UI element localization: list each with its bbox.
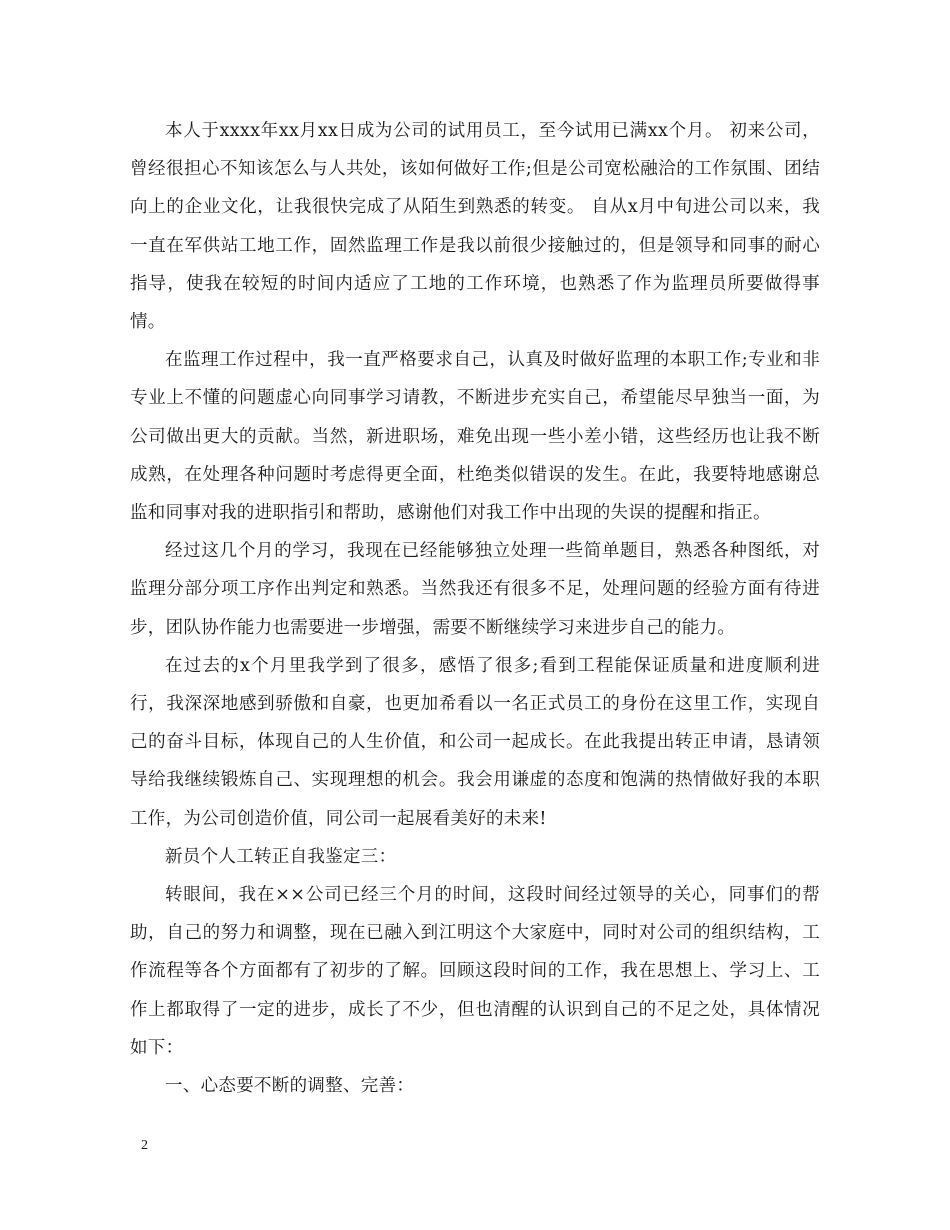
paragraph-2: 在监理工作过程中，我一直严格要求自己，认真及时做好监理的本职工作;专业和非专业上不懂的问题虚心向同事学习请教，不断进步充实自己，希望能尽早独当一面，为公司做出更大的贡献。当然，新进职场，难免出现一些小差小错，这些经历也让我不断成熟，在处理各种问题时考虑得更全面，杜绝类似错误的发生。在此，我要特地感谢总监和同事对我的进职指引和帮助，感谢他们对我工作中出现的失误的提醒和指正。 <box>130 350 820 524</box>
paragraph-5: 转眼间，我在××公司已经三个月的时间，这段时间经过领导的关心，同事们的帮助，自己的努力和调整，现在已融入到江明这个大家庭中，同时对公司的组织结构，工作流程等各个方面都有了初步的了解。回顾这段时间的工作，我在思想上、学习上、工作上都取得了一定的进步，成长了不少，但也清醒的认识到自己的不足之处，具体情况如下： <box>130 885 820 1058</box>
page-number: 2 <box>141 1138 148 1153</box>
paragraph-3: 经过这几个月的学习，我现在已经能够独立处理一些简单题目，熟悉各种图纸，对监理分部分项工序作出判定和熟悉。当然我还有很多不足，处理问题的经验方面有待进步，团队协作能力也需要进一步增强，需要不断继续学习来进步自己的能力。 <box>130 541 820 638</box>
paragraph-4: 在过去的x个月里我学到了很多，感悟了很多;看到工程能保证质量和进度顺利进行，我深深地感到骄傲和自豪，也更加希看以一名正式员工的身份在这里工作，实现自己的奋斗目标，体现自己的人生价值，和公司一起成长。在此我提出转正申请，恳请领导给我继续锻炼自己、实现理想的机会。我会用谦虚的态度和饱满的热情做好我的本职工作，为公司创造价值，同公司一起展看美好的未来! <box>130 655 820 829</box>
section-heading: 新员个人工转正自我鉴定三： <box>165 846 397 867</box>
paragraph-1: 本人于xxxx年xx月xx日成为公司的试用员工，至今试用已满xx个月。 初来公司，曾经很担心不知该怎么与人共处，该如何做好工作;但是公司宽松融洽的工作氛围、团结向上的企业文化，让我很快完成了从陌生到熟悉的转变。 自从x月中旬进公司以来，我一直在军供站工地工作，固然监理工作是我以前很少接触过的，但是领导和同事的耐心指导，使我在较短的时间内适应了工地的工作环境，也熟悉了作为监理员所要做得事情。 <box>130 121 820 333</box>
subsection-heading: 一、心态要不断的调整、完善： <box>165 1076 415 1097</box>
document-body <box>130 112 820 1105</box>
